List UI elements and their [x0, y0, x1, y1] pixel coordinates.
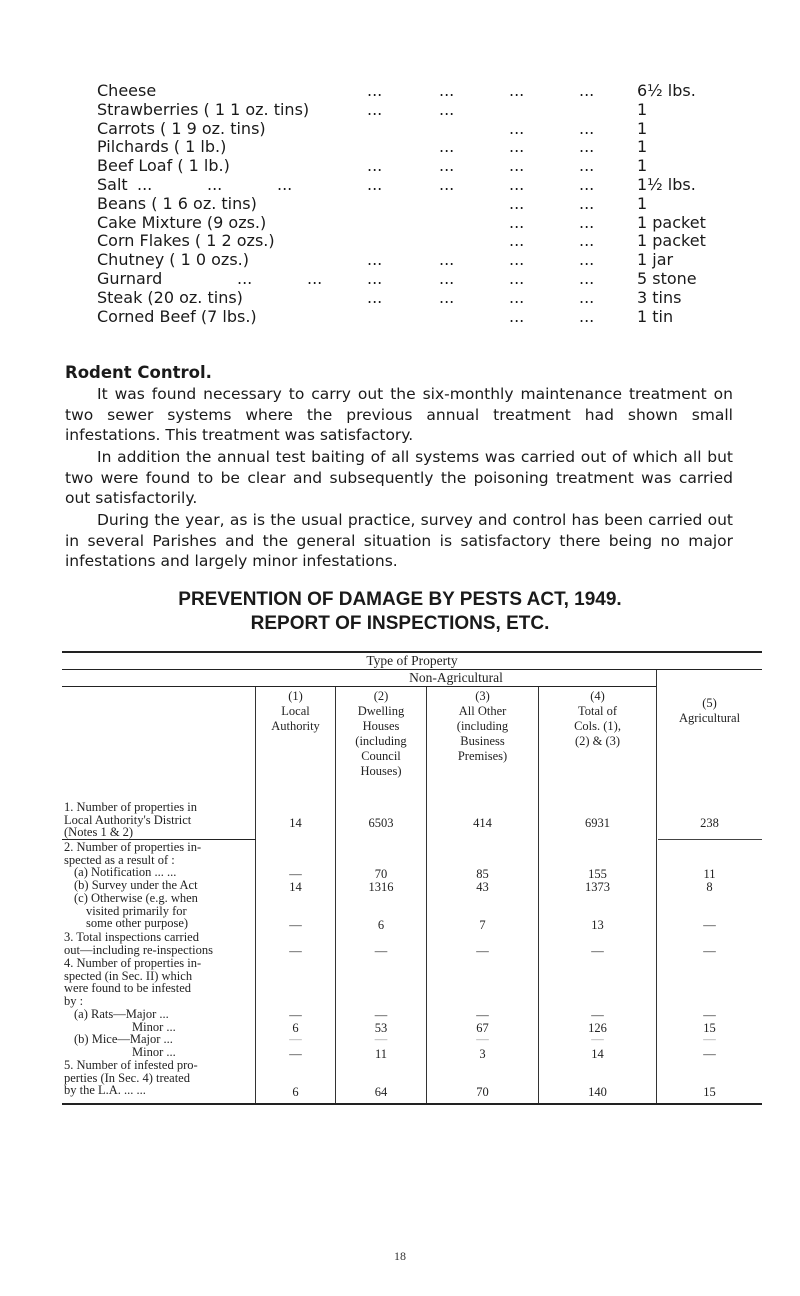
list-item: Gurnard ... ... ... ... ... ... 5 stone [97, 268, 697, 288]
column-header-all-other: (3) All Other (including Business Premises) [456, 689, 509, 763]
act-title: PREVENTION OF DAMAGE BY PESTS ACT, 1949. [178, 589, 622, 610]
list-item: Beef Loaf ( 1 lb.) ... ... ... ... 1 [97, 156, 648, 176]
row-label-1: 1. Number of properties in Local Authority's District (Notes 1 & 2) [64, 800, 197, 840]
non-agricultural-header: Non-Agricultural [409, 670, 503, 685]
report-title: REPORT OF INSPECTIONS, ETC. [250, 613, 550, 634]
list-item: Strawberries ( 1 1 oz. tins) ... ... 1 [97, 99, 648, 119]
list-item: Steak (20 oz. tins) ... ... ... ... 3 tins [97, 287, 682, 307]
column-header-total: (4) Total of Cols. (1), (2) & (3) [574, 689, 621, 748]
inspection-report-table: Type of Property Non-Agricultural (1) Local Authority (2) Dwelling Houses (including Council Houses) (3) All Other (including Business Premises) (4) Total of Cols. (1), (2) & (3) (5) Agricultural 1. Number of properties in Local Authority's District (Notes 1 & 2) 14 6503 414 6931 238 2. Number of properties in- spected as a result of : (a) Notification ... ... (b) Survey under the Act (c) Otherwise (e.g. when visited primarily for some other purpose) — 70 85 155 11 14 1316 43 1373 8 — 6 7 13 — 3. Total inspections carried out—including re-inspections — — — — — 4. Number of properties in- spected (in Sec. II) which were found to be infested by : (a) Rats—Major ... Minor ... (b) Mice—Major ... Minor ... — — — — — 6 53 67 126 15 — — — — — — 11 3 14 — 5. Number of infested pro- perties (In Sec. 4) treated by the L.A. ... ... 6 64 70 140 15 [62, 651, 762, 1107]
type-of-property-header: Type of Property [366, 653, 458, 668]
list-item: Beans ( 1 6 oz. tins) ... ... 1 [97, 193, 648, 213]
column-header-agricultural: (5) Agricultural [678, 696, 741, 725]
list-item: Carrots ( 1 9 oz. tins) ... ... 1 [97, 118, 648, 138]
column-header-local-authority: (1) Local Authority [271, 689, 320, 733]
rodent-control-heading: Rodent Control. [65, 363, 212, 382]
paragraph: It was found necessary to carry out the six-monthly maintenance treatment on two sewer systems where the previous annual treatment had shown small infestations. This treatment was satisfactory. [65, 385, 733, 444]
column-header-dwelling-houses: (2) Dwelling Houses (including Council Houses) [355, 689, 407, 778]
list-item: Corn Flakes ( 1 2 ozs.) ... ... 1 packet [97, 231, 706, 251]
list-item: Salt ... ... ... ... ... ... ... 1½ lbs. [97, 174, 696, 194]
paragraph: During the year, as is the usual practice, survey and control has been carried out in several Parishes and the general situation is satisfactory there being no major infestations and largely minor infestations. [65, 511, 733, 570]
row-label-3: 3. Total inspections carried out—including re-inspections [64, 930, 213, 957]
row-label-5: 5. Number of infested pro- perties (In Sec. 4) treated by the L.A. ... ... [64, 1058, 198, 1098]
condemned-food-list [97, 81, 706, 326]
list-item: Chutney ( 1 0 ozs.) ... ... ... ... 1 jar [97, 250, 674, 270]
table-bottom-rule [62, 1103, 762, 1105]
list-item: Corned Beef (7 lbs.) ... ... 1 tin [97, 306, 674, 326]
page-number: 18 [394, 1249, 406, 1263]
row-label-4: 4. Number of properties in- spected (in Sec. II) which were found to be infested by : (a) Rats—Major ... Minor ... (b) Mice—Major ... Minor ... [64, 956, 202, 1059]
paragraph: In addition the annual test baiting of all systems was carried out of which all but two were found to be clear and subsequently the poisoning treatment was carried out satisfactorily. [65, 448, 733, 507]
list-item: Cheese ... ... ... ... 6½ lbs. [97, 81, 696, 100]
list-item: Cake Mixture (9 ozs.) ... ... 1 packet [97, 212, 706, 232]
list-item: Pilchards ( 1 lb.) ... ... ... 1 [97, 137, 648, 157]
row-label-2: 2. Number of properties in- spected as a result of : (a) Notification ... ... (b) Survey under the Act (c) Otherwise (e.g. when visited primarily for some other purpose) [64, 840, 202, 931]
